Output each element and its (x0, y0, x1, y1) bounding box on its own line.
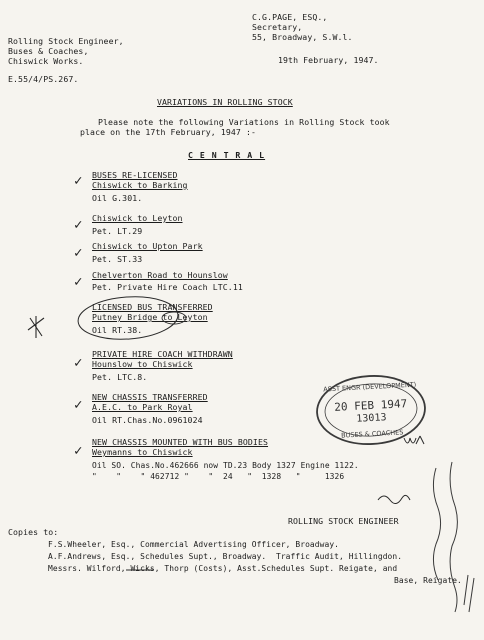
signature-title: ROLLING STOCK ENGINEER (288, 516, 399, 526)
check-mark-icon: ✓ (74, 355, 83, 371)
pencil-scribble (433, 468, 440, 580)
entry-vehicle-ditto: " " " 462712 " " 24 " 1328 " 1326 (92, 472, 345, 481)
pencil-scribble (450, 462, 457, 612)
reference-number: E.55/4/PS.267. (8, 74, 79, 84)
check-mark-icon: ✓ (74, 274, 83, 290)
cross-mark-icon (28, 316, 44, 338)
entry-route: Putney Bridge to Leyton (92, 312, 208, 322)
handwritten-signature (378, 495, 410, 503)
letter-date: 19th February, 1947. (278, 55, 379, 65)
copy-recipient: Messrs. Wilford, Wicks, Thorp (Costs), Asst.Schedules Supt. Reigate, and (48, 564, 398, 573)
entry-vehicle: Pet. Private Hire Coach LTC.11 (92, 282, 243, 292)
stamp-top-text: ASST ENGR (DEVELOPMENT) (323, 380, 417, 394)
copy-recipient: Base, Reigate. (394, 576, 462, 585)
entry-route: Chiswick to Upton Park (92, 241, 203, 251)
handwritten-initials (404, 436, 424, 444)
intro-line-2: place on the 17th February, 1947 :- (80, 127, 257, 137)
pencil-scribble (464, 575, 474, 612)
entry-heading: NEW CHASSIS TRANSFERRED (92, 392, 208, 402)
section-heading: C E N T R A L (188, 150, 266, 160)
entry-heading: LICENSED BUS TRANSFERRED (92, 302, 213, 312)
sender-line-1: Rolling Stock Engineer, (8, 36, 124, 46)
entry-vehicle: Oil SO. Chas.No.462666 now TD.23 Body 1327 Engine 1122. (92, 461, 359, 470)
entry-route: Weymanns to Chiswick (92, 447, 193, 457)
entry-vehicle: Oil G.301. (92, 193, 143, 203)
stamp-date: 20 FEB 1947 (334, 397, 408, 414)
recipient-line-3: 55, Broadway, S.W.l. (252, 32, 353, 42)
sender-line-3: Chiswick Works. (8, 56, 84, 66)
entry-heading: BUSES RE-LICENSED (92, 170, 178, 180)
hand-drawn-circle (162, 312, 186, 324)
check-mark-icon: ✓ (74, 245, 83, 261)
entry-route: Chiswick to Barking (92, 180, 188, 190)
document-title: VARIATIONS IN ROLLING STOCK (157, 97, 293, 107)
recipient-line-2: Secretary, (252, 22, 303, 32)
check-mark-icon: ✓ (74, 397, 83, 413)
copy-recipient: A.F.Andrews, Esq., Schedules Supt., Broadway. Traffic Audit, Hillingdon. (48, 552, 403, 561)
entry-vehicle: Oil RT.38. (92, 325, 143, 335)
intro-line-1: Please note the following Variations in Rolling Stock took (98, 117, 390, 127)
entry-route: Chelverton Road to Hounslow (92, 270, 228, 280)
entry-vehicle: Pet. LT.29 (92, 226, 143, 236)
entry-route: Hounslow to Chiswick (92, 359, 193, 369)
entry-heading: PRIVATE HIRE COACH WITHDRAWN (92, 349, 233, 359)
copy-recipient: F.S.Wheeler, Esq., Commercial Advertising Officer, Broadway. (48, 540, 340, 549)
recipient-line-1: C.G.PAGE, ESQ., (252, 12, 328, 22)
stamp-number: 13013 (356, 412, 387, 425)
sender-line-2: Buses & Coaches, (8, 46, 89, 56)
copies-label: Copies to: (8, 527, 59, 537)
entry-vehicle: Pet. LTC.8. (92, 372, 148, 382)
stamp-bottom-text: BUSES & COACHES (340, 428, 404, 440)
check-mark-icon: ✓ (74, 217, 83, 233)
entry-vehicle: Oil RT.Chas.No.0961024 (92, 415, 203, 425)
received-stamp (315, 373, 426, 447)
check-mark-icon: ✓ (74, 173, 83, 189)
entry-heading: NEW CHASSIS MOUNTED WITH BUS BODIES (92, 437, 269, 447)
entry-vehicle: Pet. ST.33 (92, 254, 143, 264)
hand-drawn-circle (77, 294, 180, 343)
entry-route: Chiswick to Leyton (92, 213, 183, 223)
check-mark-icon: ✓ (74, 443, 83, 459)
entry-route: A.E.C. to Park Royal (92, 402, 193, 412)
